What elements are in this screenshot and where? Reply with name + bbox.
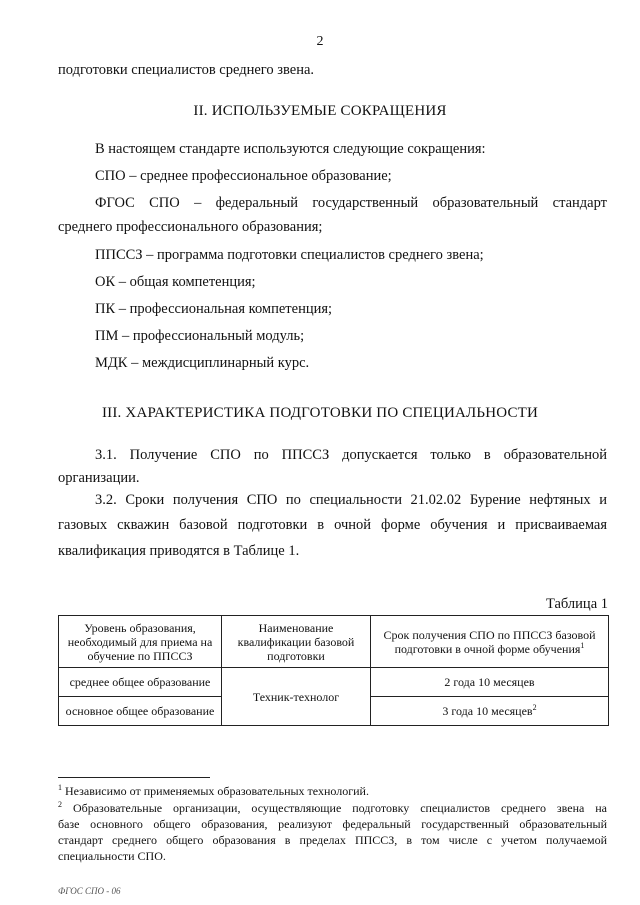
abbr-intro: В настоящем стандарте используются следующие сокращения: <box>95 141 486 157</box>
page-footer: ФГОС СПО - 06 <box>58 886 121 896</box>
footnote-ref-2: 2 <box>532 703 537 712</box>
abbr-pm: ПМ – профессиональный модуль; <box>95 328 305 344</box>
row1-education-level: среднее общее образование <box>59 668 222 697</box>
para-3-1-line1: 3.1. Получение СПО по ППССЗ допускается только в образовательной <box>95 447 607 463</box>
row2-term-cell <box>371 697 609 726</box>
header-qualification: Наименование квалификации базовой подготовки <box>222 616 371 668</box>
page-number: 2 <box>316 34 324 49</box>
abbr-ppssz: ППССЗ – программа подготовки специалистов среднего звена; <box>95 247 484 263</box>
header-term: Срок получения СПО по ППССЗ базовой подготовки в очной форме обучения <box>383 627 596 656</box>
footnote-separator <box>58 777 210 778</box>
row2-education-level: основное общее образование <box>59 697 222 726</box>
footnote-1-text: Независимо от применяемых образовательных технологий. <box>65 784 369 798</box>
header-term-cell <box>371 616 609 668</box>
para-3-2-line3: квалификация приводятся в Таблице 1. <box>58 543 300 559</box>
abbr-spo: СПО – среднее профессиональное образование; <box>95 168 392 184</box>
row1-term: 2 года 10 месяцев <box>371 668 609 697</box>
para-3-2-line2: газовых скважин базовой подготовки в очной форме обучения и присваиваемая <box>58 517 607 533</box>
continuation-line: подготовки специалистов среднего звена. <box>58 62 315 78</box>
table-header-row <box>59 616 609 668</box>
abbr-mdk: МДК – междисциплинарный курс. <box>95 355 310 371</box>
qualification-name: Техник-технолог <box>222 668 371 726</box>
table-caption: Таблица 1 <box>545 596 608 612</box>
footnote-ref-1: 1 <box>580 640 585 650</box>
footnote-2-line2: базе основного общего образования, реализуют федеральный государственный образовательный <box>58 817 607 831</box>
footnote-1-marker: 1 <box>58 783 62 792</box>
abbr-fgos-line2: среднего профессионального образования; <box>58 219 323 235</box>
abbr-fgos-line1: ФГОС СПО – федеральный государственный образовательный стандарт <box>95 195 607 211</box>
table-row <box>59 668 609 697</box>
header-education-level: Уровень образования, необходимый для приема на обучение по ППССЗ <box>59 616 222 668</box>
section-2-heading: II. ИСПОЛЬЗУЕМЫЕ СОКРАЩЕНИЯ <box>193 103 447 119</box>
row2-term: 3 года 10 месяцев <box>442 704 533 718</box>
footnote-2-line4: специальности СПО. <box>58 849 166 863</box>
section-3-heading: III. ХАРАКТЕРИСТИКА ПОДГОТОВКИ ПО СПЕЦИАЛЬНОСТИ <box>101 405 539 421</box>
qualification-table <box>58 615 609 726</box>
footnote-2-line1 <box>58 800 607 816</box>
abbr-ok: ОК – общая компетенция; <box>95 274 256 290</box>
footnote-2-marker: 2 <box>58 800 62 809</box>
footnote-2-text: Образовательные организации, осуществляющие подготовку специалистов среднего звена на <box>72 801 608 815</box>
footnote-2-line3: стандарт среднего общего образования в пределах ППССЗ, в том числе с учетом получаемой <box>58 833 607 847</box>
para-3-2-line1: 3.2. Сроки получения СПО по специальности 21.02.02 Бурение нефтяных и <box>95 492 607 508</box>
abbr-pk: ПК – профессиональная компетенция; <box>95 301 333 317</box>
para-3-1-line2: организации. <box>58 470 140 486</box>
footnote-1 <box>58 783 369 799</box>
